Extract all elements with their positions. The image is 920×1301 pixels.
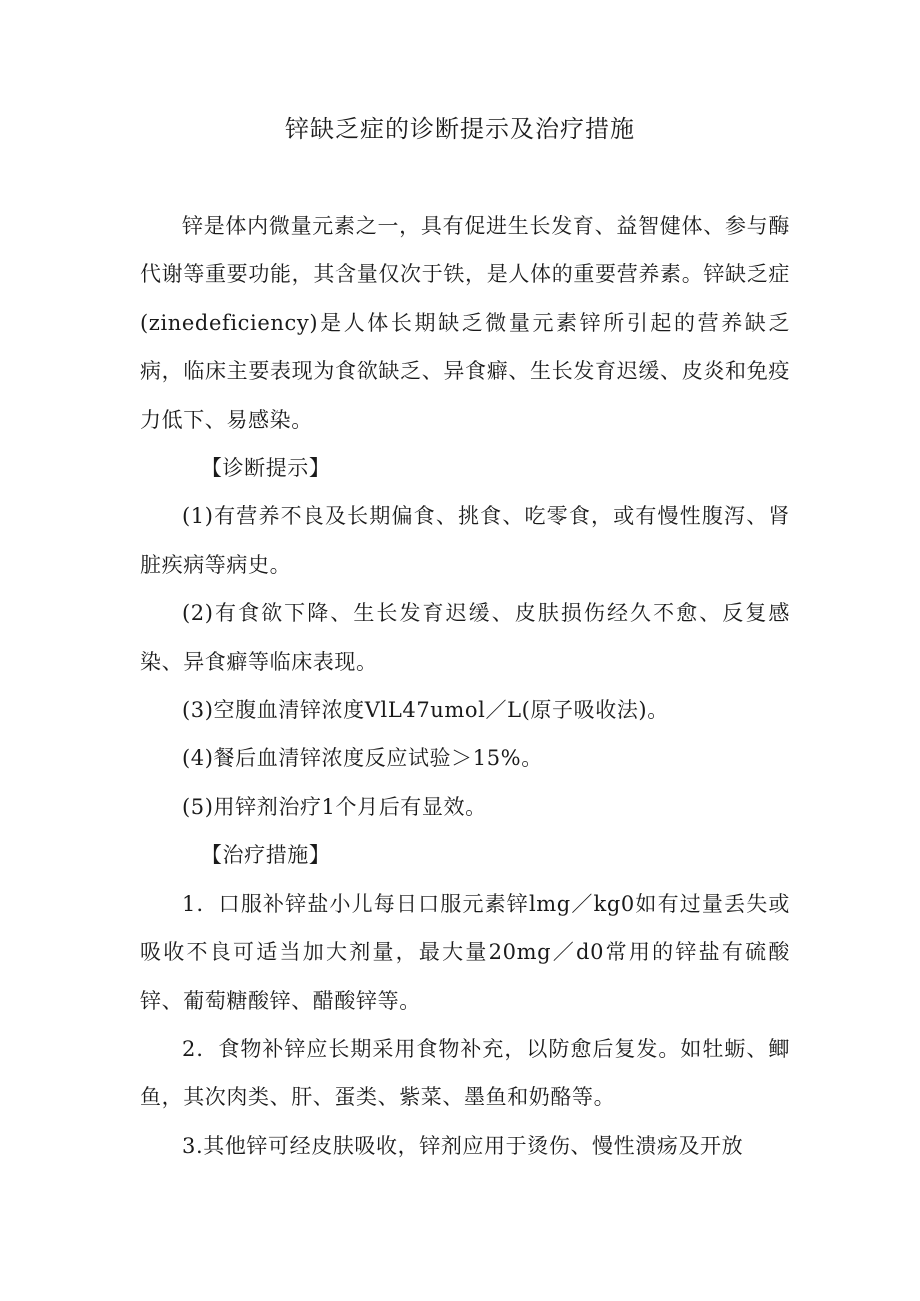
treatment-item: 1．口服补锌盐小儿每日口服元素锌lmg／kg0如有过量丢失或吸收不良可适当加大剂量，最大量20mg／d0常用的锌盐有硫酸锌、葡萄糖酸锌、醋酸锌等。 <box>140 891 790 1013</box>
diagnosis-item: (3)空腹血清锌浓度VlL47umol／L(原子吸收法)。 <box>182 698 669 723</box>
treatment-item: 2．食物补锌应长期采用食物补充，以防愈后复发。如牡蛎、鲫鱼，其次肉类、肝、蛋类、紫菜、墨鱼和奶酪等。 <box>140 1036 790 1110</box>
treatment-item: 3.其他锌可经皮肤吸收，锌剂应用于烫伤、慢性溃疡及开放 <box>182 1133 744 1158</box>
diagnosis-item: (4)餐后血清锌浓度反应试验＞15%。 <box>182 746 543 771</box>
document-body <box>140 202 790 1170</box>
intro-paragraph: 锌是体内微量元素之一，具有促进生长发育、益智健体、参与酶代谢等重要功能，其含量仅次于铁，是人体的重要营养素。锌缺乏症(zinedeficiency)是人体长期缺乏微量元素锌所引起的营养缺乏病，临床主要表现为食欲缺乏、异食癖、生长发育迟缓、皮炎和免疫力低下、易感染。 <box>140 214 790 432</box>
diagnosis-item: (5)用锌剂治疗1个月后有显效。 <box>182 794 487 819</box>
diagnosis-item: (2)有食欲下降、生长发育迟缓、皮肤损伤经久不愈、反复感染、异食癖等临床表现。 <box>140 601 790 674</box>
diagnosis-item: (1)有营养不良及长期偏食、挑食、吃零食，或有慢性腹泻、肾脏疾病等病史。 <box>140 504 790 577</box>
treatment-heading: 【治疗措施】 <box>200 843 331 868</box>
page-title: 锌缺乏症的诊断提示及治疗措施 <box>285 115 635 143</box>
diagnosis-heading: 【诊断提示】 <box>200 456 331 481</box>
